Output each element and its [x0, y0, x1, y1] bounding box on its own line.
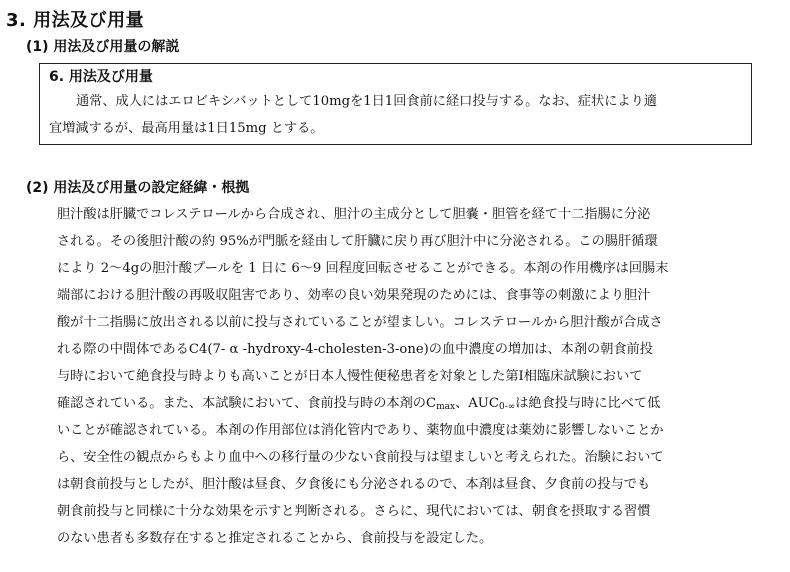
subsection-heading-explanation: (1) 用法及び用量の解説 — [26, 39, 180, 55]
box-body — [49, 88, 749, 142]
line-text: は絶食投与時に比べて低 — [515, 396, 661, 411]
paragraph-line: 与時において絶食投与時よりも高いことが日本人慢性便秘患者を対象とした第I相臨床試験において — [57, 369, 643, 384]
section-heading: 3. 用法及び用量 — [6, 10, 145, 31]
auc-subscript: 0-∞ — [498, 402, 516, 412]
box-heading: 6. 用法及び用量 — [49, 69, 153, 85]
paragraph-line: される。その後胆汁酸の約 95%が門脈を経由して肝臓に戻り再び胆汁中に分泌される。この腸肝循環 — [57, 234, 658, 249]
box-line: 宜増減するが、最高用量は1日15mg とする。 — [49, 121, 324, 136]
paragraph-line: は朝食前投与としたが、胆汁酸は昼食、夕食後にも分泌されるので、本剤は昼食、夕食前の投与でも — [57, 477, 651, 492]
paragraph-line: ら、安全性の観点からもより血中への移行量の少ない食前投与は望ましいと考えられた。治験において — [57, 450, 664, 465]
line-text: 、AUC — [455, 396, 499, 411]
paragraph-line: のない患者も多数存在すると推定されることから、食前投与を設定した。 — [57, 531, 493, 546]
rationale-paragraph — [57, 202, 787, 553]
dosage-box — [39, 63, 752, 145]
paragraph-line-pharmacokinetics — [57, 391, 787, 418]
paragraph-line: 胆汁酸は肝臓でコレステロールから合成され、胆汁の主成分として胆嚢・胆管を経て十二指腸に分泌 — [57, 207, 651, 222]
paragraph-line: れる際の中間体であるC4(7- α -hydroxy-4-cholesten-3-one)の血中濃度の増加は、本剤の朝食前投 — [57, 342, 653, 357]
subsection-heading-rationale: (2) 用法及び用量の設定経緯・根拠 — [26, 180, 250, 196]
paragraph-line: 酸が十二指腸に放出される以前に投与されていることが望ましい。コレステロールから胆汁酸が合成さ — [57, 315, 663, 330]
paragraph-line: 端部における胆汁酸の再吸収阻害であり、効率の良い効果発現のためには、食事等の刺激により胆汁 — [57, 288, 651, 303]
cmax-subscript: max — [436, 402, 456, 412]
line-text: 確認されている。また、本試験において、食前投与時の本剤のC — [57, 396, 437, 411]
paragraph-line: により 2～4gの胆汁酸プールを 1 日に 6～9 回程度回転させることができる。本剤の作用機序は回腸末 — [57, 261, 669, 276]
paragraph-line: いことが確認されている。本剤の作用部位は消化管内であり、薬物血中濃度は薬効に影響しないことか — [57, 423, 664, 438]
paragraph-line: 朝食前投与と同様に十分な効果を示すと判断される。さらに、現代においては、朝食を摂取する習慣 — [57, 504, 651, 519]
box-line: 通常、成人にはエロビキシバットとして10mgを1日1回食前に経口投与する。なお、症状により適 — [76, 94, 657, 109]
